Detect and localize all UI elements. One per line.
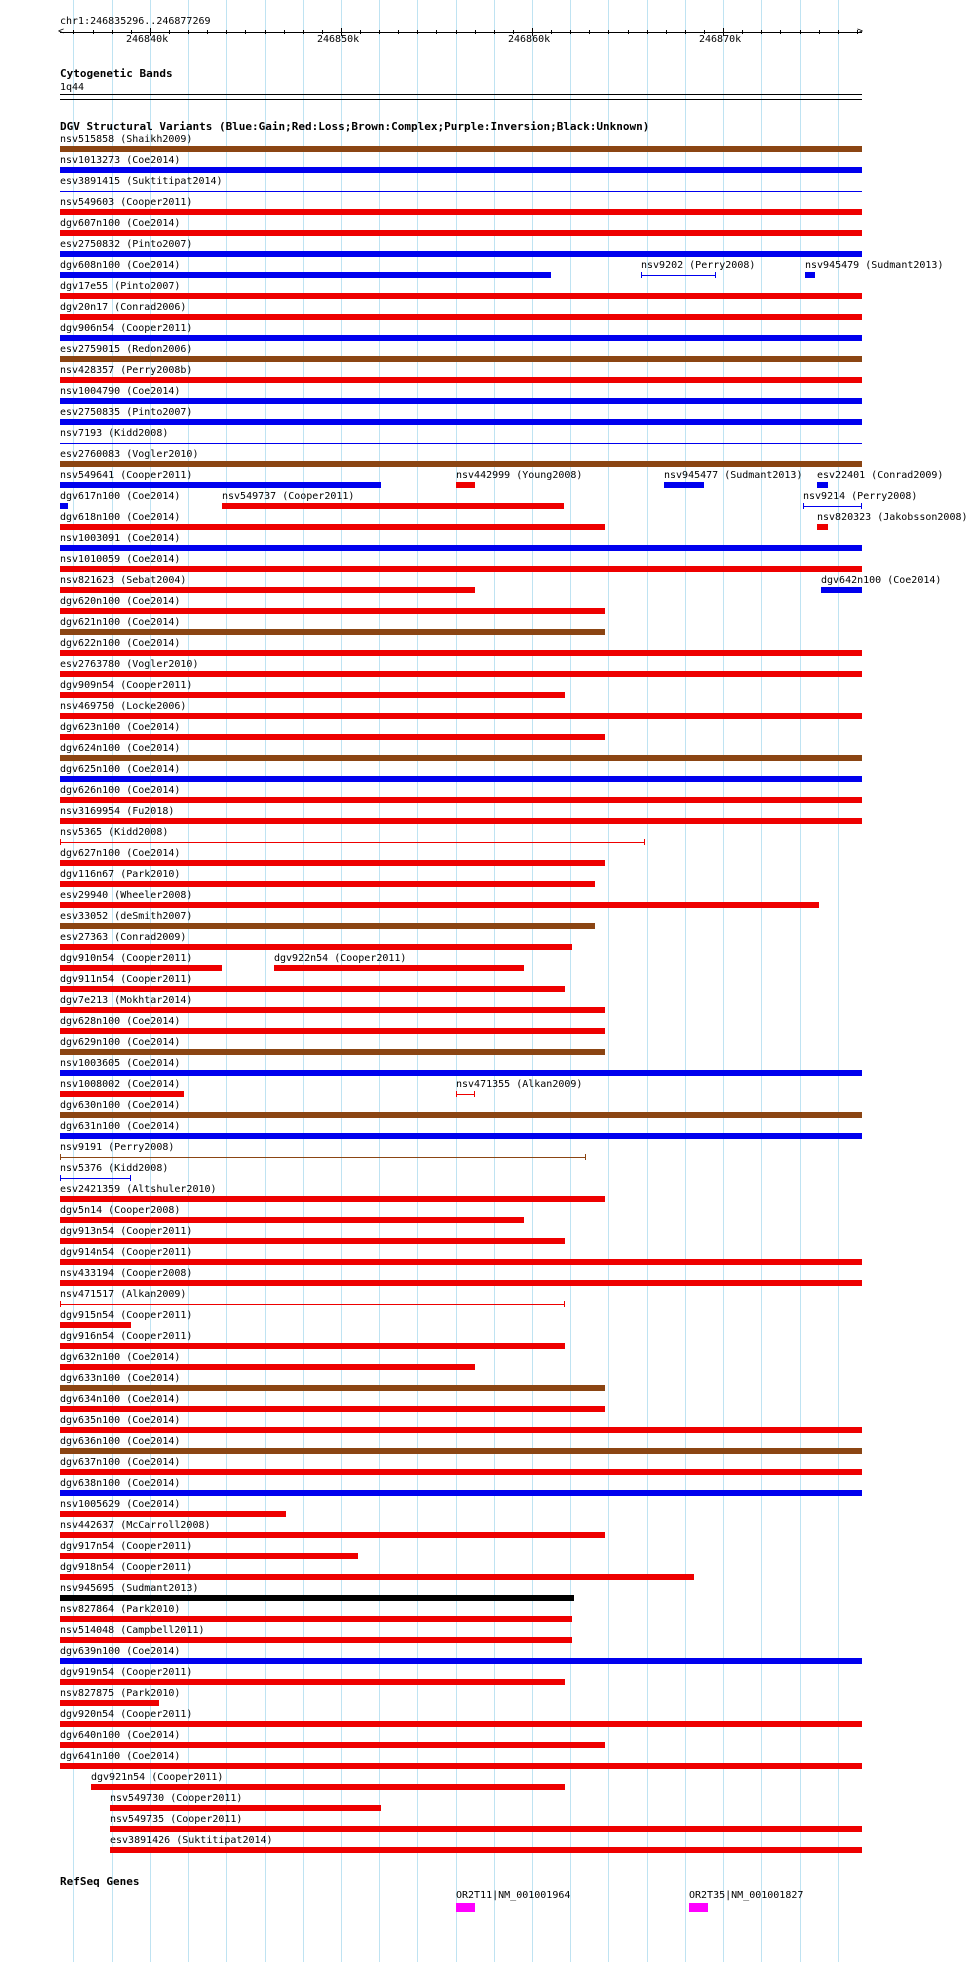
- variant-label[interactable]: dgv636n100 (Coe2014): [60, 1436, 181, 1447]
- variant-bar[interactable]: [60, 1616, 572, 1622]
- variant-label[interactable]: nsv549737 (Cooper2011): [222, 491, 355, 502]
- variant-bar[interactable]: [60, 692, 565, 698]
- variant-label[interactable]: dgv638n100 (Coe2014): [60, 1478, 181, 1489]
- variant-label[interactable]: nsv549603 (Cooper2011): [60, 197, 193, 208]
- variant-bar[interactable]: [60, 923, 595, 929]
- variant-label[interactable]: dgv625n100 (Coe2014): [60, 764, 181, 775]
- ruler-minor-tick: [73, 30, 74, 34]
- variant-bar[interactable]: [60, 1595, 574, 1601]
- variant-label[interactable]: dgv914n54 (Cooper2011): [60, 1247, 193, 1258]
- variant-label[interactable]: dgv607n100 (Coe2014): [60, 218, 181, 229]
- ruler-minor-tick: [685, 30, 686, 34]
- variant-label[interactable]: nsv945477 (Sudmant2013): [664, 470, 803, 481]
- variant-bar[interactable]: [60, 356, 862, 362]
- variant-label[interactable]: nsv549735 (Cooper2011): [110, 1814, 243, 1825]
- variant-label[interactable]: esv22401 (Conrad2009): [817, 470, 944, 481]
- gene-bar[interactable]: [456, 1903, 475, 1912]
- variant-label[interactable]: nsv1003091 (Coe2014): [60, 533, 181, 544]
- ruler-minor-tick: [551, 30, 552, 34]
- variant-label[interactable]: dgv920n54 (Cooper2011): [60, 1709, 193, 1720]
- variant-label[interactable]: dgv637n100 (Coe2014): [60, 1457, 181, 1468]
- variant-label[interactable]: nsv471517 (Alkan2009): [60, 1289, 187, 1300]
- ruler-minor-tick: [666, 30, 667, 34]
- variant-bar[interactable]: [60, 1679, 565, 1685]
- variant-bar[interactable]: [60, 1553, 358, 1559]
- ruler-minor-tick: [819, 30, 820, 34]
- variant-bar[interactable]: [60, 503, 68, 509]
- variant-bar[interactable]: [60, 1217, 524, 1223]
- variant-label[interactable]: dgv640n100 (Coe2014): [60, 1730, 181, 1741]
- dgv-track-title: DGV Structural Variants (Blue:Gain;Red:Loss;Brown:Complex;Purple:Inversion;Black:Unknown): [60, 120, 650, 133]
- variant-cap: [803, 503, 804, 509]
- ruler-minor-tick: [800, 30, 801, 34]
- gene-bar[interactable]: [689, 1903, 708, 1912]
- ruler-tick-label: 246850k: [317, 34, 360, 45]
- variant-label[interactable]: nsv945479 (Sudmant2013): [805, 260, 944, 271]
- variant-label[interactable]: dgv633n100 (Coe2014): [60, 1373, 181, 1384]
- variant-bar[interactable]: [60, 524, 605, 530]
- variant-label[interactable]: nsv1008002 (Coe2014): [60, 1079, 181, 1090]
- variant-label[interactable]: dgv918n54 (Cooper2011): [60, 1562, 193, 1573]
- variant-bar[interactable]: [60, 1742, 605, 1748]
- variant-bar[interactable]: [60, 818, 862, 824]
- variant-bar[interactable]: [60, 1178, 131, 1179]
- variant-bar[interactable]: [641, 275, 716, 276]
- variant-bar[interactable]: [60, 860, 605, 866]
- variant-label[interactable]: dgv911n54 (Cooper2011): [60, 974, 193, 985]
- variant-bar[interactable]: [60, 335, 862, 341]
- variant-bar[interactable]: [60, 272, 551, 278]
- variant-label[interactable]: dgv635n100 (Coe2014): [60, 1415, 181, 1426]
- variant-bar[interactable]: [60, 755, 862, 761]
- variant-cap: [60, 1301, 61, 1307]
- variant-label[interactable]: dgv622n100 (Coe2014): [60, 638, 181, 649]
- ruler-minor-tick: [226, 30, 227, 34]
- variant-bar[interactable]: [60, 776, 862, 782]
- variant-label[interactable]: dgv910n54 (Cooper2011): [60, 953, 193, 964]
- ruler-minor-tick: [360, 30, 361, 34]
- variant-label[interactable]: nsv515858 (Shaikh2009): [60, 134, 193, 145]
- variant-cap: [60, 1154, 61, 1160]
- variant-bar[interactable]: [821, 587, 862, 593]
- variant-bar[interactable]: [60, 1658, 862, 1664]
- variant-label[interactable]: nsv1010059 (Coe2014): [60, 554, 181, 565]
- variant-bar[interactable]: [60, 443, 862, 444]
- variant-label[interactable]: esv2421359 (Altshuler2010): [60, 1184, 217, 1195]
- variant-bar[interactable]: [60, 1322, 131, 1328]
- variant-label[interactable]: dgv919n54 (Cooper2011): [60, 1667, 193, 1678]
- variant-bar[interactable]: [60, 1091, 184, 1097]
- variant-label[interactable]: dgv20n17 (Conrad2006): [60, 302, 187, 313]
- variant-bar[interactable]: [60, 1007, 605, 1013]
- variant-label[interactable]: dgv621n100 (Coe2014): [60, 617, 181, 628]
- variant-label[interactable]: dgv634n100 (Coe2014): [60, 1394, 181, 1405]
- ruler-minor-tick: [436, 30, 437, 34]
- variant-cap: [641, 272, 642, 278]
- ruler-minor-tick: [608, 30, 609, 34]
- variant-bar[interactable]: [60, 944, 572, 950]
- variant-label[interactable]: dgv17e55 (Pinto2007): [60, 281, 181, 292]
- variant-label[interactable]: nsv514048 (Campbell2011): [60, 1625, 205, 1636]
- variant-label[interactable]: dgv921n54 (Cooper2011): [91, 1772, 224, 1783]
- variant-label[interactable]: esv29940 (Wheeler2008): [60, 890, 193, 901]
- variant-bar[interactable]: [817, 524, 828, 530]
- variant-label[interactable]: dgv7e213 (Mokhtar2014): [60, 995, 193, 1006]
- variant-bar[interactable]: [60, 419, 862, 425]
- variant-label[interactable]: esv2763780 (Vogler2010): [60, 659, 199, 670]
- ruler-minor-tick: [838, 30, 839, 34]
- variant-bar[interactable]: [60, 1259, 862, 1265]
- ruler-minor-tick: [398, 30, 399, 34]
- ruler-minor-tick: [169, 30, 170, 34]
- ruler-minor-tick: [379, 30, 380, 34]
- variant-bar[interactable]: [274, 965, 524, 971]
- variant-label[interactable]: nsv9191 (Perry2008): [60, 1142, 175, 1153]
- variant-cap: [130, 1175, 131, 1181]
- variant-label[interactable]: dgv627n100 (Coe2014): [60, 848, 181, 859]
- variant-label[interactable]: nsv469750 (Locke2006): [60, 701, 187, 712]
- variant-bar[interactable]: [60, 1763, 862, 1769]
- variant-bar[interactable]: [456, 1094, 475, 1095]
- gene-label[interactable]: OR2T35|NM_001001827: [689, 1890, 804, 1901]
- variant-bar[interactable]: [60, 650, 862, 656]
- variant-bar[interactable]: [60, 566, 862, 572]
- ruler-minor-tick: [475, 30, 476, 34]
- variant-label[interactable]: dgv628n100 (Coe2014): [60, 1016, 181, 1027]
- variant-bar[interactable]: [60, 1448, 862, 1454]
- variant-bar[interactable]: [60, 1196, 605, 1202]
- ruler-arrow-right: >: [857, 26, 864, 37]
- variant-bar[interactable]: [60, 251, 862, 257]
- ruler-minor-tick: [628, 30, 629, 34]
- variant-label[interactable]: dgv642n100 (Coe2014): [821, 575, 942, 586]
- variant-bar[interactable]: [60, 1700, 159, 1706]
- variant-bar[interactable]: [222, 503, 564, 509]
- variant-label[interactable]: nsv442999 (Young2008): [456, 470, 583, 481]
- variant-bar[interactable]: [60, 842, 645, 843]
- variant-label[interactable]: dgv630n100 (Coe2014): [60, 1100, 181, 1111]
- variant-bar[interactable]: [110, 1826, 862, 1832]
- variant-bar[interactable]: [60, 1070, 862, 1076]
- variant-bar[interactable]: [456, 482, 475, 488]
- ruler-minor-tick: [417, 30, 418, 34]
- variant-cap: [861, 503, 862, 509]
- variant-label[interactable]: dgv632n100 (Coe2014): [60, 1352, 181, 1363]
- variant-label[interactable]: nsv1013273 (Coe2014): [60, 155, 181, 166]
- variant-bar[interactable]: [60, 1532, 605, 1538]
- variant-label[interactable]: dgv916n54 (Cooper2011): [60, 1331, 193, 1342]
- variant-label[interactable]: dgv617n100 (Coe2014): [60, 491, 181, 502]
- cytoband-line-top: [60, 94, 862, 95]
- variant-label[interactable]: dgv620n100 (Coe2014): [60, 596, 181, 607]
- variant-label[interactable]: esv2750835 (Pinto2007): [60, 407, 193, 418]
- ruler-minor-tick: [112, 30, 113, 34]
- variant-bar[interactable]: [60, 587, 475, 593]
- variant-bar[interactable]: [60, 608, 605, 614]
- variant-bar[interactable]: [60, 1385, 605, 1391]
- variant-bar[interactable]: [60, 191, 862, 192]
- variant-label[interactable]: dgv913n54 (Cooper2011): [60, 1226, 193, 1237]
- variant-bar[interactable]: [664, 482, 704, 488]
- variant-bar[interactable]: [60, 1280, 862, 1286]
- variant-bar[interactable]: [60, 461, 862, 467]
- variant-label[interactable]: dgv915n54 (Cooper2011): [60, 1310, 193, 1321]
- variant-cap: [564, 1301, 565, 1307]
- variant-label[interactable]: dgv641n100 (Coe2014): [60, 1751, 181, 1762]
- ruler-minor-tick: [589, 30, 590, 34]
- ruler-arrow-left: <: [58, 26, 65, 37]
- variant-label[interactable]: esv2760083 (Vogler2010): [60, 449, 199, 460]
- variant-bar[interactable]: [60, 797, 862, 803]
- variant-label[interactable]: esv27363 (Conrad2009): [60, 932, 187, 943]
- variant-label[interactable]: dgv639n100 (Coe2014): [60, 1646, 181, 1657]
- variant-label[interactable]: nsv549730 (Cooper2011): [110, 1793, 243, 1804]
- variant-bar[interactable]: [60, 1637, 572, 1643]
- variant-label[interactable]: dgv623n100 (Coe2014): [60, 722, 181, 733]
- variant-label[interactable]: dgv5n14 (Cooper2008): [60, 1205, 181, 1216]
- variant-bar[interactable]: [60, 1406, 605, 1412]
- ruler-minor-tick: [742, 30, 743, 34]
- ruler-minor-tick: [245, 30, 246, 34]
- variant-label[interactable]: dgv624n100 (Coe2014): [60, 743, 181, 754]
- variant-bar[interactable]: [60, 1304, 565, 1305]
- variant-label[interactable]: dgv116n67 (Park2010): [60, 869, 181, 880]
- variant-label[interactable]: dgv922n54 (Cooper2011): [274, 953, 407, 964]
- variant-bar[interactable]: [60, 1112, 862, 1118]
- variant-bar[interactable]: [110, 1847, 862, 1853]
- variant-bar[interactable]: [60, 1028, 605, 1034]
- ruler-minor-tick: [188, 30, 189, 34]
- ruler-tick-label: 246860k: [508, 34, 551, 45]
- variant-bar[interactable]: [60, 1469, 862, 1475]
- variant-bar[interactable]: [60, 713, 862, 719]
- variant-cap: [644, 839, 645, 845]
- variant-cap: [60, 1175, 61, 1181]
- variant-bar[interactable]: [60, 1133, 862, 1139]
- ruler-minor-tick: [647, 30, 648, 34]
- ruler-minor-tick: [265, 30, 266, 34]
- gene-label[interactable]: OR2T11|NM_001001964: [456, 1890, 571, 1901]
- variant-label[interactable]: dgv608n100 (Coe2014): [60, 260, 181, 271]
- variant-bar[interactable]: [60, 986, 565, 992]
- variant-bar[interactable]: [60, 734, 605, 740]
- variant-bar[interactable]: [60, 230, 862, 236]
- variant-bar[interactable]: [60, 482, 381, 488]
- ruler-minor-tick: [570, 30, 571, 34]
- variant-label[interactable]: nsv827875 (Park2010): [60, 1688, 181, 1699]
- variant-bar[interactable]: [60, 671, 862, 677]
- refseq-track-title: RefSeq Genes: [60, 1875, 140, 1888]
- ruler-tick-label: 246870k: [699, 34, 742, 45]
- variant-cap: [715, 272, 716, 278]
- variant-bar[interactable]: [60, 881, 595, 887]
- variant-label[interactable]: nsv7193 (Kidd2008): [60, 428, 169, 439]
- variant-label[interactable]: nsv433194 (Cooper2008): [60, 1268, 193, 1279]
- variant-label[interactable]: nsv827864 (Park2010): [60, 1604, 181, 1615]
- variant-bar[interactable]: [60, 398, 862, 404]
- variant-label[interactable]: nsv945695 (Sudmant2013): [60, 1583, 199, 1594]
- variant-bar[interactable]: [60, 146, 862, 152]
- variant-bar[interactable]: [803, 506, 862, 507]
- variant-label[interactable]: dgv909n54 (Cooper2011): [60, 680, 193, 691]
- variant-bar[interactable]: [60, 377, 862, 383]
- variant-label[interactable]: esv2750832 (Pinto2007): [60, 239, 193, 250]
- variant-bar[interactable]: [817, 482, 828, 488]
- variant-cap: [456, 1091, 457, 1097]
- ruler-minor-tick: [761, 30, 762, 34]
- variant-label[interactable]: nsv1003605 (Coe2014): [60, 1058, 181, 1069]
- variant-bar[interactable]: [60, 1511, 286, 1517]
- variant-label[interactable]: nsv471355 (Alkan2009): [456, 1079, 583, 1090]
- variant-bar[interactable]: [110, 1805, 381, 1811]
- location-label: chr1:246835296..246877269: [60, 16, 211, 27]
- variant-label[interactable]: dgv618n100 (Coe2014): [60, 512, 181, 523]
- variant-bar[interactable]: [60, 1574, 694, 1580]
- variant-label[interactable]: esv3891426 (Suktitipat2014): [110, 1835, 273, 1846]
- variant-bar[interactable]: [60, 965, 222, 971]
- variant-label[interactable]: dgv917n54 (Cooper2011): [60, 1541, 193, 1552]
- variant-label[interactable]: dgv626n100 (Coe2014): [60, 785, 181, 796]
- variant-label[interactable]: nsv821623 (Sebat2004): [60, 575, 187, 586]
- variant-bar[interactable]: [60, 629, 605, 635]
- variant-bar[interactable]: [60, 1721, 862, 1727]
- variant-label[interactable]: dgv631n100 (Coe2014): [60, 1121, 181, 1132]
- variant-bar[interactable]: [60, 293, 862, 299]
- variant-bar[interactable]: [60, 314, 862, 320]
- variant-label[interactable]: dgv629n100 (Coe2014): [60, 1037, 181, 1048]
- variant-cap: [585, 1154, 586, 1160]
- variant-bar[interactable]: [60, 1490, 862, 1496]
- ruler-minor-tick: [93, 30, 94, 34]
- ruler-minor-tick: [456, 30, 457, 34]
- ruler-minor-tick: [207, 30, 208, 34]
- variant-label[interactable]: nsv442637 (McCarroll2008): [60, 1520, 211, 1531]
- variant-bar[interactable]: [60, 1343, 565, 1349]
- ruler-minor-tick: [284, 30, 285, 34]
- variant-bar[interactable]: [60, 1157, 586, 1158]
- variant-cap: [474, 1091, 475, 1097]
- variant-label[interactable]: nsv5376 (Kidd2008): [60, 1163, 169, 1174]
- variant-bar[interactable]: [91, 1784, 565, 1790]
- ruler-tick-label: 246840k: [126, 34, 169, 45]
- variant-label[interactable]: esv3891415 (Suktitipat2014): [60, 176, 223, 187]
- variant-cap: [60, 839, 61, 845]
- variant-label[interactable]: esv33052 (deSmith2007): [60, 911, 193, 922]
- variant-label[interactable]: nsv1004790 (Coe2014): [60, 386, 181, 397]
- variant-label[interactable]: dgv906n54 (Cooper2011): [60, 323, 193, 334]
- variant-label[interactable]: nsv820323 (Jakobsson2008): [817, 512, 968, 523]
- variant-bar[interactable]: [60, 545, 862, 551]
- variant-label[interactable]: nsv428357 (Perry2008b): [60, 365, 193, 376]
- variant-label[interactable]: nsv9202 (Perry2008): [641, 260, 756, 271]
- variant-bar[interactable]: [60, 902, 819, 908]
- variant-bar[interactable]: [805, 272, 815, 278]
- variant-bar[interactable]: [60, 1364, 475, 1370]
- cytoband-line-bottom: [60, 99, 862, 100]
- variant-label[interactable]: nsv3169954 (Fu2018): [60, 806, 175, 817]
- cytoband-track-title: Cytogenetic Bands: [60, 67, 173, 80]
- variant-bar[interactable]: [60, 1238, 565, 1244]
- cytoband-label: 1q44: [60, 82, 85, 93]
- variant-label[interactable]: nsv9214 (Perry2008): [803, 491, 918, 502]
- variant-bar[interactable]: [60, 209, 862, 215]
- ruler-minor-tick: [303, 30, 304, 34]
- variant-bar[interactable]: [60, 1049, 605, 1055]
- variant-label[interactable]: nsv549641 (Cooper2011): [60, 470, 193, 481]
- ruler-minor-tick: [780, 30, 781, 34]
- variant-label[interactable]: nsv1005629 (Coe2014): [60, 1499, 181, 1510]
- variant-bar[interactable]: [60, 1427, 862, 1433]
- variant-label[interactable]: nsv5365 (Kidd2008): [60, 827, 169, 838]
- variant-bar[interactable]: [60, 167, 862, 173]
- ruler-minor-tick: [494, 30, 495, 34]
- variant-label[interactable]: esv2759015 (Redon2006): [60, 344, 193, 355]
